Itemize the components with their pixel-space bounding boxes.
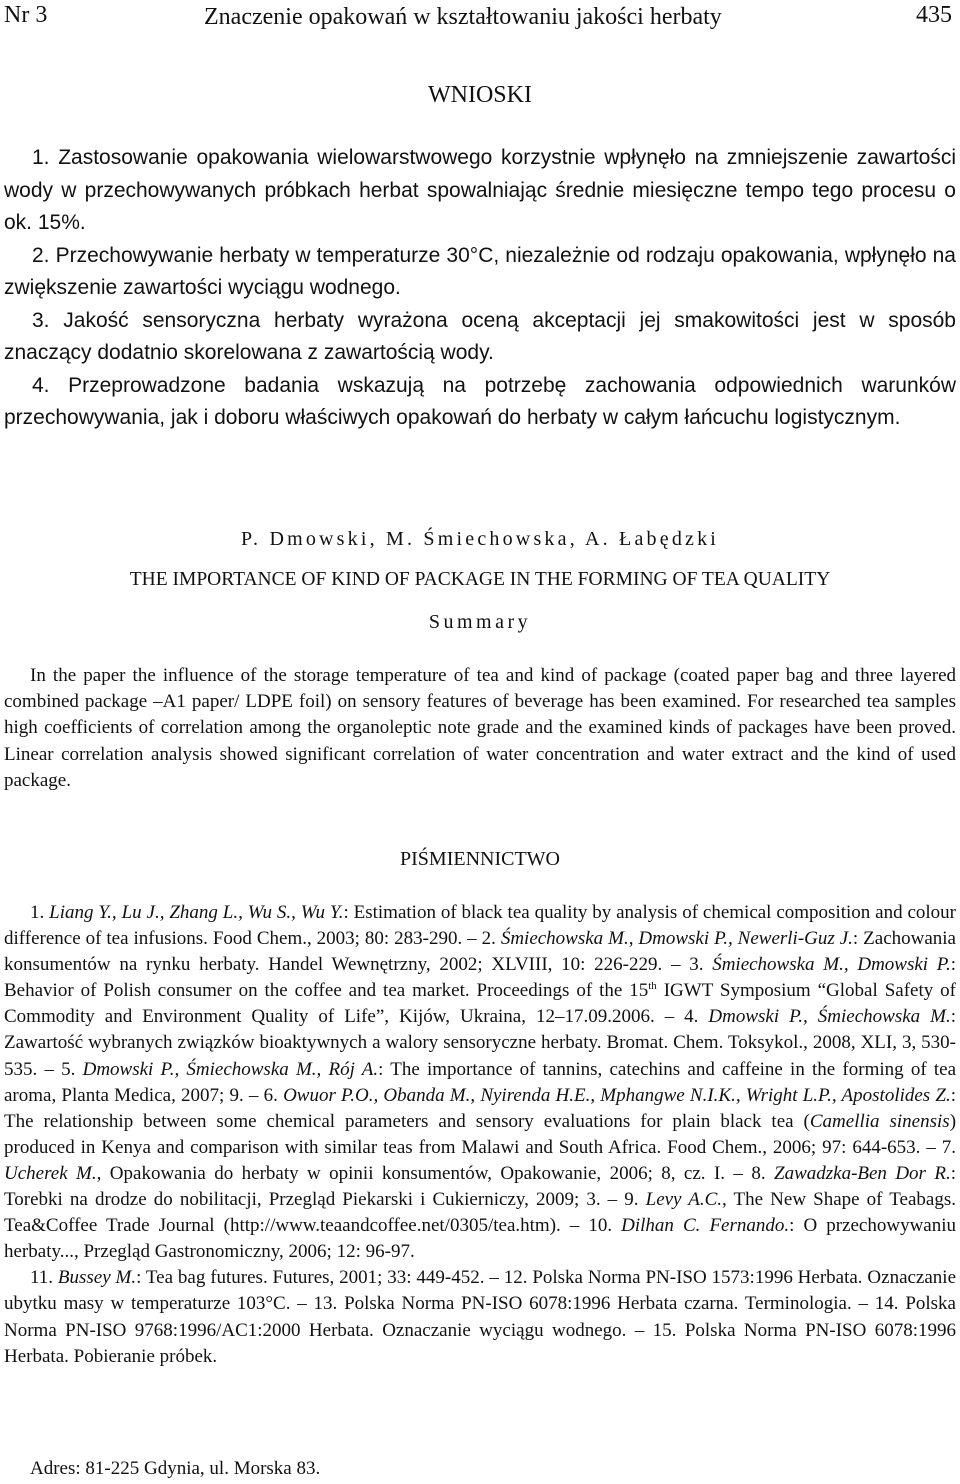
ref-text: , The New Shape of Teabags. Tea&Coffee Trade Journal (http://www.teaandcoffee.net/0305/tea.htm). – 10. bbox=[4, 1189, 956, 1237]
ref-number: 1. bbox=[30, 902, 50, 923]
ref-text: : Zawartość wybranych związków bioaktywnych a walory sensoryczne herbaty. Bromat. Chem. Toksykol., 2008, XLI, 3, 530-535. – 5. bbox=[4, 1006, 956, 1080]
running-title: Znaczenie opakowań w kształtowaniu jakości herbaty bbox=[204, 4, 722, 30]
conclusions-list bbox=[4, 142, 956, 435]
ref-text: : Tea bag futures. Futures, 2001; 33: 449-452. – 12. Polska Norma PN-ISO 1573:1996 Herbata. Oznaczanie ubytku masy w temperaturze 103°C. – 13. Polska Norma PN-ISO 6078:1996 Herbata czarna. Terminologia. – 14. Polska Norma PN-ISO 9768:1996/AC1:2000 Herbata. Oznaczanie wyciągu wodnego. – 15. Polska Norma PN-ISO 6078:1996 Herbata. Pobieranie próbek. bbox=[4, 1267, 957, 1367]
ref-authors: Levy A.C. bbox=[645, 1189, 723, 1211]
ref-text: , Opakowania do herbaty w opinii konsumentów, Opakowanie, 2006; 8, cz. I. – 8. bbox=[96, 1162, 774, 1184]
ref-superscript: th bbox=[648, 980, 657, 993]
ref-authors: Liang Y., Lu J., Zhang L., Wu S., Wu Y. bbox=[49, 902, 344, 923]
ref-text: : Torebki na drodze do nobilitacji, Przegląd Piekarski i Cukierniczy, 2009; 3. – 9. bbox=[4, 1162, 956, 1211]
conclusions-heading: WNIOSKI bbox=[428, 82, 532, 108]
ref-authors: Śmiechowska M., Dmowski P. bbox=[712, 954, 951, 976]
issue-number: Nr 3 bbox=[4, 2, 48, 28]
page-header bbox=[0, 2, 960, 38]
references-list bbox=[4, 900, 956, 1370]
ref-authors: Owuor P.O., Obanda M., Nyirenda H.E., Mphangwe N.I.K., Wright L.P., Apostolides Z. bbox=[283, 1084, 951, 1106]
author-address: Adres: 81-225 Gdynia, ul. Morska 83. bbox=[30, 1458, 321, 1479]
references-paragraph bbox=[4, 1265, 956, 1369]
summary-heading: Summary bbox=[428, 611, 532, 633]
ref-text: : The importance of tannins, catechins and caffeine in the forming of tea aroma, Planta Medica, 2007; 9. – 6. bbox=[4, 1058, 957, 1106]
ref-number: 11. bbox=[30, 1267, 58, 1289]
conclusion-item: 2. Przechowywanie herbaty w temperaturze 30°C, niezależnie od rodzaju opakowania, wpłynęło na zwiększenie zawartości wyciągu wodnego. bbox=[4, 243, 956, 299]
ref-species: Camellia sinensis bbox=[809, 1110, 950, 1132]
ref-text: : The relationship between some chemical parameters and sensory evaluations for plain black tea ( bbox=[4, 1084, 956, 1132]
ref-authors: Dilhan C. Fernando. bbox=[621, 1215, 790, 1237]
page-number: 435 bbox=[916, 2, 952, 28]
author-list: P. Dmowski, M. Śmiechowska, A. Łabędzki bbox=[240, 528, 720, 550]
ref-authors: Dmowski P., Śmiechowska M. bbox=[708, 1006, 951, 1028]
conclusion-item: 4. Przeprowadzone badania wskazują na potrzebę zachowania odpowiednich warunków przechowywania, jak i doboru właściwych opakowań do herbaty w całym łańcuchu logistycznym. bbox=[4, 373, 956, 429]
references-paragraph bbox=[4, 900, 956, 1265]
conclusion-item: 3. Jakość sensoryczna herbaty wyrażona oceną akceptacji jej smakowitości jest w sposób znaczący dodatnio skorelowana z zawartością wody. bbox=[4, 308, 956, 364]
ref-text: : Zachowania konsumentów na rynku herbaty. Handel Wewnętrzny, 2002; XLVIII, 10: 226-229. – 3. bbox=[4, 928, 956, 976]
ref-authors: Zawadzka-Ben Dor R. bbox=[774, 1162, 951, 1184]
ref-authors: Śmiechowska M., Dmowski P., Newerli-Guz J. bbox=[500, 928, 853, 950]
ref-text: : Estimation of black tea quality by analysis of chemical composition and colour difference of tea infusions. Food Chem., 2003; 80: 283-290. – 2. bbox=[4, 902, 957, 950]
ref-text: : Behavior of Polish consumer on the coffee and tea market. Proceedings of the 15 bbox=[4, 954, 956, 1002]
ref-text: IGWT Symposium “Global Safety of Commodity and Environment Quality of Life”, Kijów, Ukraina, 12–17.09.2006. – 4. bbox=[4, 980, 956, 1028]
english-title: THE IMPORTANCE OF KIND OF PACKAGE IN THE FORMING OF TEA QUALITY bbox=[129, 569, 831, 590]
conclusion-item: 1. Zastosowanie opakowania wielowarstwowego korzystnie wpłynęło na zmniejszenie zawartości wody w przechowywanych próbkach herbat spowalniając średnie miesięczne tempo tego procesu o ok. 15%. bbox=[4, 146, 956, 234]
ref-authors: Dmowski P., Śmiechowska M., Rój A. bbox=[82, 1058, 379, 1080]
summary-text: In the paper the influence of the storage temperature of tea and kind of package (coated paper bag and three layered combined package –A1 paper/ LDPE foil) on sensory features of beverage has been examined. For researched tea samples high coefficients of correlation among the organoleptic note grade and the examined kinds of packages have been proved. Linear correlation analysis showed significant correlation of water concentration and water extract and the kind of used package. bbox=[4, 665, 956, 791]
ref-text: : O przechowywaniu herbaty..., Przegląd Gastronomiczny, 2006; 12: 96-97. bbox=[4, 1215, 957, 1263]
references-heading: PIŚMIENNICTWO bbox=[400, 848, 560, 870]
ref-authors: Ucherek M. bbox=[4, 1162, 97, 1184]
ref-authors: Bussey M. bbox=[57, 1267, 137, 1289]
ref-text: ) produced in Kenya and comparison with similar teas from Malawi and South Africa. Food Chem., 2006; 97: 644-653. – 7. bbox=[4, 1110, 957, 1158]
